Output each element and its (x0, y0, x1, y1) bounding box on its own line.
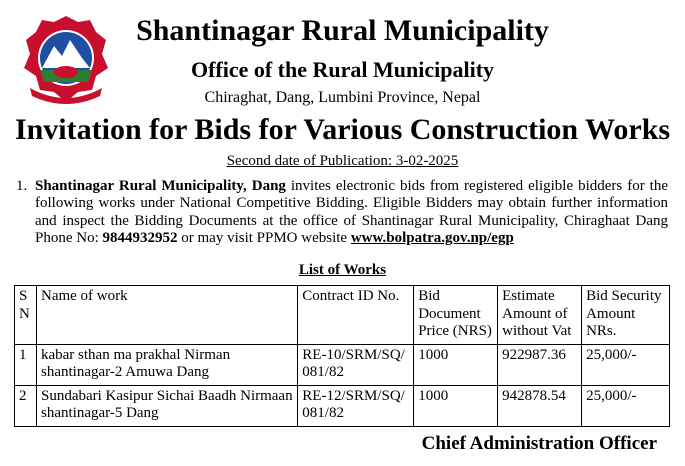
col-header-estimate: Estimate Amount of without Vat (498, 286, 582, 345)
publication-date: Second date of Publication: 3-02-2025 (226, 153, 459, 169)
office-name: Office of the Rural Municipality (190, 57, 495, 82)
office-address: Chiraghat, Dang, Lumbini Province, Nepal (204, 89, 481, 106)
cell-contract-id: RE-10/SRM/SQ/ 081/82 (298, 344, 414, 385)
cell-estimate: 922987.36 (498, 344, 582, 385)
notice-paragraph (16, 178, 668, 248)
col-header-sn: S N (15, 286, 37, 345)
cell-bid-security: 25,000/- (582, 385, 670, 426)
notice-text-1: invites electronic bids from registered eligible bidders for the following works under National Competitive Bidding. Eligible Bidders may obtain further information and inspect the Bidding Documents at the office of Shantinagar Rural Municipality, Chiraghaat Dang Phone No: (35, 178, 668, 247)
notice-title: Invitation for Bids for Various Construction Works (14, 113, 671, 146)
table-row (15, 344, 670, 385)
ppmo-website-link[interactable]: www.bolpatra.gov.np/egp (350, 230, 514, 247)
cell-work-name: kabar sthan ma prakhal Nirman shantinagar-2 Amuwa Dang (36, 344, 297, 385)
phone-number: 9844932952 (102, 230, 178, 247)
col-header-bid-price: Bid Document Price (NRS) (414, 286, 498, 345)
col-header-name: Name of work (36, 286, 297, 345)
paragraph-number: 1. (16, 178, 28, 194)
cell-bid-price: 1000 (414, 344, 498, 385)
cell-contract-id: RE-12/SRM/SQ/ 081/82 (298, 385, 414, 426)
cell-bid-security: 25,000/- (582, 344, 670, 385)
list-of-works-title: List of Works (298, 262, 387, 278)
cell-work-name: Sundabari Kasipur Sichai Baadh Nirmaan shantinagar-5 Dang (36, 385, 297, 426)
signatory-title: Chief Administration Officer (421, 433, 657, 454)
works-table (14, 285, 670, 427)
municipality-name: Shantinagar Rural Municipality (136, 14, 549, 47)
col-header-bid-security: Bid Security Amount NRs. (582, 286, 670, 345)
table-row (15, 385, 670, 426)
cell-estimate: 942878.54 (498, 385, 582, 426)
col-header-contract-id: Contract ID No. (298, 286, 414, 345)
table-header-row (15, 286, 670, 345)
cell-bid-price: 1000 (414, 385, 498, 426)
bidder-org: Shantinagar Rural Municipality, Dang (35, 178, 286, 194)
cell-sn: 2 (15, 385, 37, 426)
cell-sn: 1 (15, 344, 37, 385)
notice-text-2: or may visit PPMO website (177, 230, 351, 247)
